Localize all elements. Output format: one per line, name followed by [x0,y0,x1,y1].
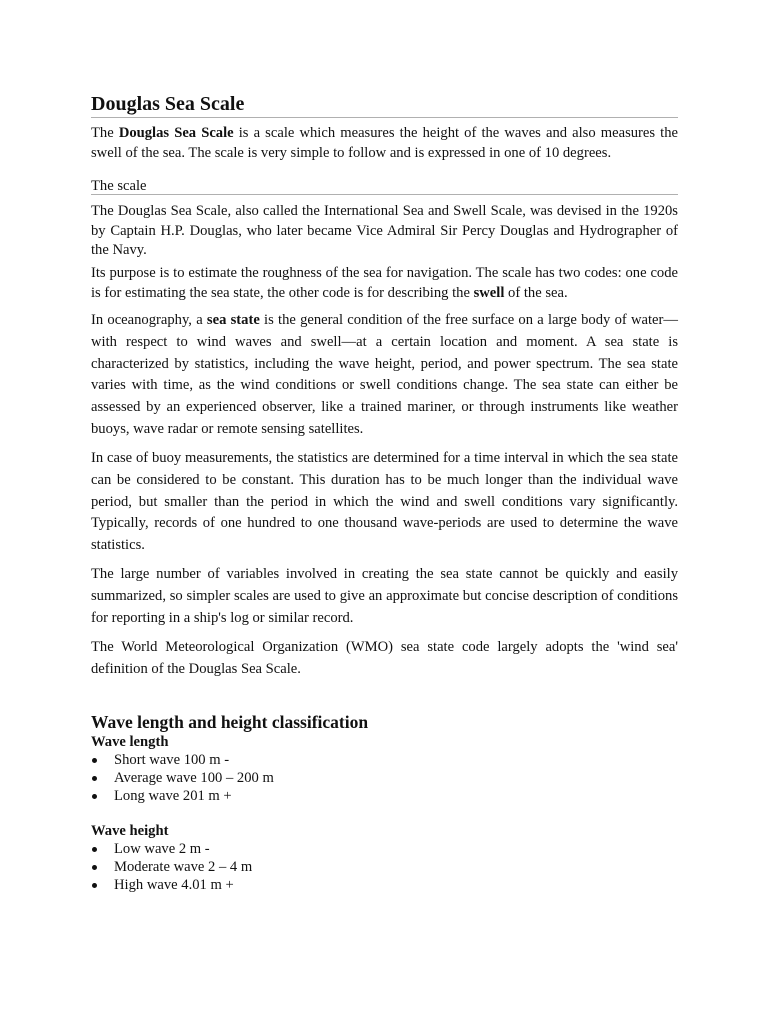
bullet-icon [92,865,97,870]
paragraph-sea-state [91,310,678,441]
intro-text-end: is a scale which measures the height of the waves and also measures the swell of the sea. The scale is very simple to follow and is expressed in one of 10 degrees. [91,125,679,161]
page-title: Douglas Sea Scale [91,93,245,115]
classification-heading: Wave length and height classification [91,712,369,732]
list-item: Long wave 201 m + [91,787,274,805]
bullet-icon [92,758,97,763]
list-item: Low wave 2 m - [91,840,252,858]
sea-state-text-start: In oceanography, a [91,312,207,328]
purpose-bold-term: swell [473,284,505,301]
purpose-text-end: of the sea. [504,284,568,301]
paragraph-wmo: The World Meteorological Organization (WMO) sea state code largely adopts the 'wind sea' definition of the Douglas Sea Scale. [91,639,678,677]
bullet-icon [92,847,97,852]
title-divider [91,117,678,118]
list-item: High wave 4.01 m + [91,876,252,894]
paragraph-history: The Douglas Sea Scale, also called the International Sea and Swell Scale, was devised in the 1920s by Captain H.P. Douglas, who later became Vice Admiral Sir Percy Douglas and Hydrographer of the Navy. [91,203,678,258]
intro-paragraph [91,124,678,163]
paragraph-scales: The large number of variables involved in creating the sea state cannot be quickly and easily summarized, so simpler scales are used to give an approximate but concise description of conditions for reporting in a ship's log or similar record. [91,566,678,626]
paragraph-buoy: In case of buoy measurements, the statistics are determined for a time interval in which the sea state can be considered to be constant. This duration has to be much longer than the individual wave period, but smaller than the period in which the wind and swell conditions vary significantly. Typically, records of one hundred to one thousand wave-periods are used to determine the wave statistics. [91,450,678,554]
wave-length-list [91,751,274,805]
bullet-icon [92,883,97,888]
list-item: Moderate wave 2 – 4 m [91,858,252,876]
scale-divider [91,194,678,195]
paragraph-purpose [91,264,678,303]
list-item: Short wave 100 m - [91,751,274,769]
list-item: Average wave 100 – 200 m [91,769,274,787]
intro-bold-term: Douglas Sea Scale [118,125,234,141]
wave-height-label: Wave height [91,823,169,839]
bullet-icon [92,776,97,781]
bullet-icon [92,794,97,799]
intro-text-start: The [91,125,119,141]
sea-state-text-end: is the general condition of the free surface on a large body of water—with respect to wind waves and swell—at a certain location and moment. A sea state is characterized by statistics, including the wave height, period, and power spectrum. The sea state varies with time, as the wind conditions or swell conditions change. The sea state can either be assessed by an experienced observer, like a trained mariner, or through instruments like weather buoys, wave radar or remote sensing satellites. [91,312,678,437]
scale-heading: The scale [91,178,147,194]
wave-length-label: Wave length [91,734,169,750]
wave-height-list [91,840,252,894]
sea-state-bold-term: sea state [206,312,260,328]
purpose-text-start: Its purpose is to estimate the roughness of the sea for navigation. The scale has two codes: one code is for estimating the sea state, the other code is for describing the [91,265,678,301]
